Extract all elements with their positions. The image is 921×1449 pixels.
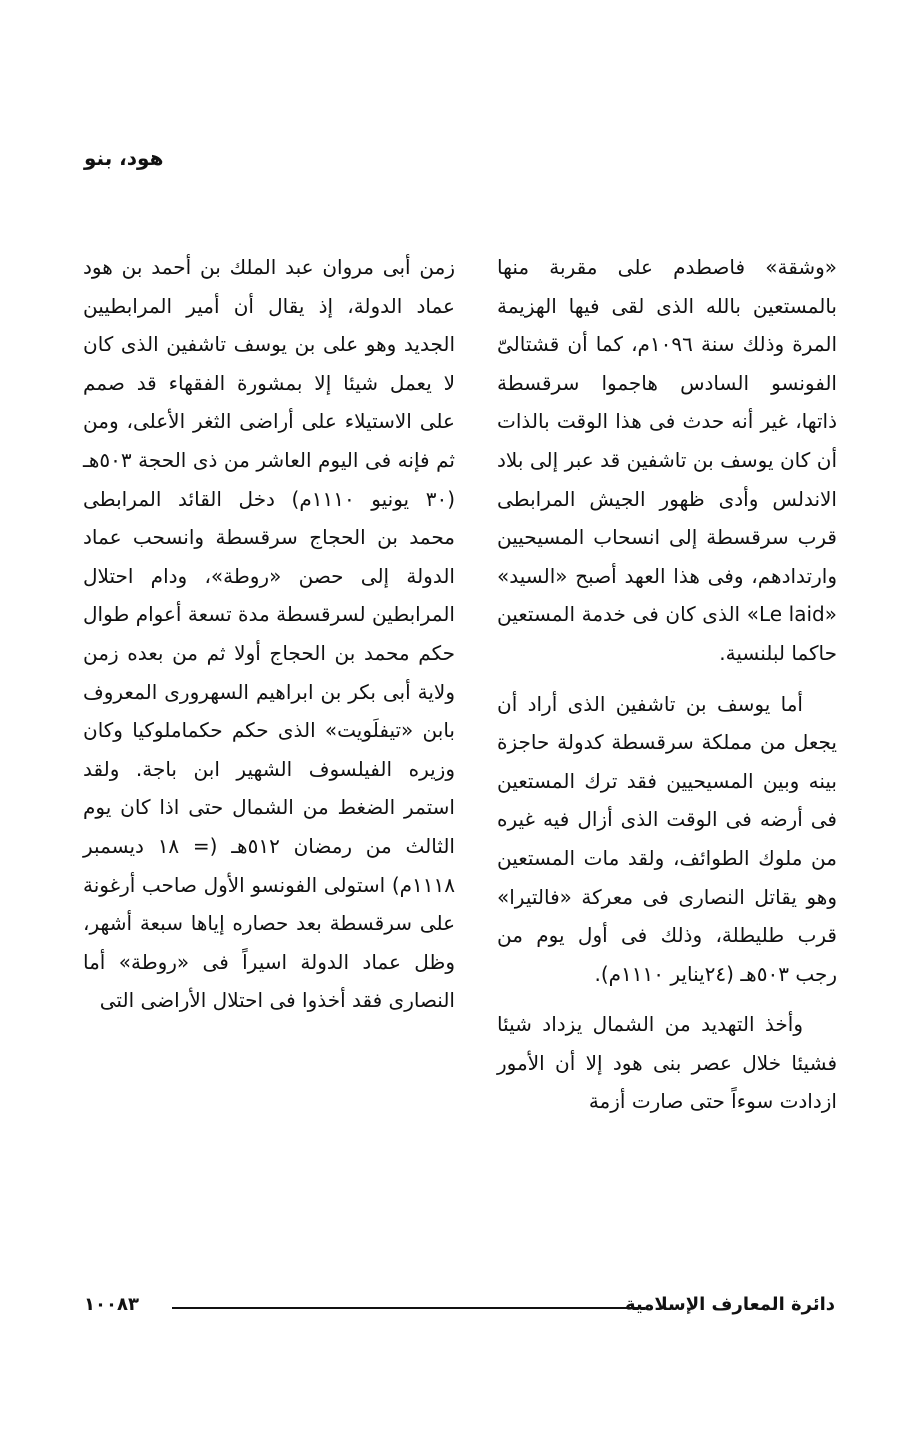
running-head: هود، بنو [84,146,164,170]
footer-rule [172,1307,645,1309]
page-footer [84,1294,835,1320]
journal-title: دائرة المعارف الإسلامية [624,1294,835,1315]
paragraph: وأخذ التهديد من الشمال يزداد شيئا فشيئا خلال عصر بنى هود إلا أن الأمور ازدادت سوءاً حتى صارت أزمة [497,1012,837,1114]
paragraph: زمن أبى مروان عبد الملك بن أحمد بن هود عماد الدولة، إذ يقال أن أمير المرابطيين الجديد وهو على بن يوسف تاشفين الذى كان لا يعمل شيئا إلا بمشورة الفقهاء قد صمم على الاستيلاء على أراضى الثغر الأعلى، ومن ثم فإنه فى اليوم العاشر من ذى الحجة ٥٠٣هـ (٣٠ يونيو ١١١٠م) دخل القائد المرابطى محمد بن الحجاج سرقسطة وانسحب عماد الدولة إلى حصن «روطة»، ودام احتلال المرابطين لسرقسطة مدة تسعة أعوام طوال حكم محمد بن الحجاج أولا ثم من بعده زمن ولاية أبى بكر بن ابراهيم السهرورى المعروف بابن «تيفلَويت» الذى حكم حكماملوكيا وكان وزيره الفيلسوف الشهير ابن باجة. ولقد استمر الضغط من الشمال حتى اذا كان يوم الثالث من رمضان ٥١٢هـ (= ١٨ ديسمبر ١١١٨م) استولى الفونسو الأول صاحب أرغونة على سرقسطة بعد حصاره إياها سبعة أشهر، وظل عماد الدولة اسيراً فى «روطة» أما النصارى فقد أخذوا فى احتلال الأراضى التى [83,255,456,1013]
right-column [497,248,837,1121]
paragraph: أما يوسف بن تاشفين الذى أراد أن يجعل من مملكة سرقسطة كدولة حاجزة بينه وبين المسيحيين فقد ترك المستعين فى أرضه فى الوقت الذى أزال فيه غيره من ملوك الطوائف، ولقد مات المستعين وهو يقاتل النصارى فى معركة «فالتيرا» قرب طليطلة، وذلك فى أول يوم من رجب ٥٠٣هـ (٢٤يناير ١١١٠م). [497,691,837,986]
left-column [83,248,455,1020]
paragraph: «وشقة» فاصطدم على مقربة منها بالمستعين بالله الذى لقى فيها الهزيمة المرة وذلك سنة ١٠٩٦م، كما أن قشتالىّ الفونسو السادس هاجموا سرقسطة ذاتها، غير أنه حدث فى هذا الوقت بالذات أن كان يوسف بن تاشفين قد عبر إلى بلاد الاندلس وأدى ظهور الجيش المرابطى قرب سرقسطة إلى انسحاب المسيحيين وارتدادهم، وفى هذا العهد أصبح «السيد» «Le laid» الذى كان فى خدمة المستعين حاكما لبلنسية. [497,255,837,665]
page-number: ١٠٠٨٣ [84,1294,139,1315]
